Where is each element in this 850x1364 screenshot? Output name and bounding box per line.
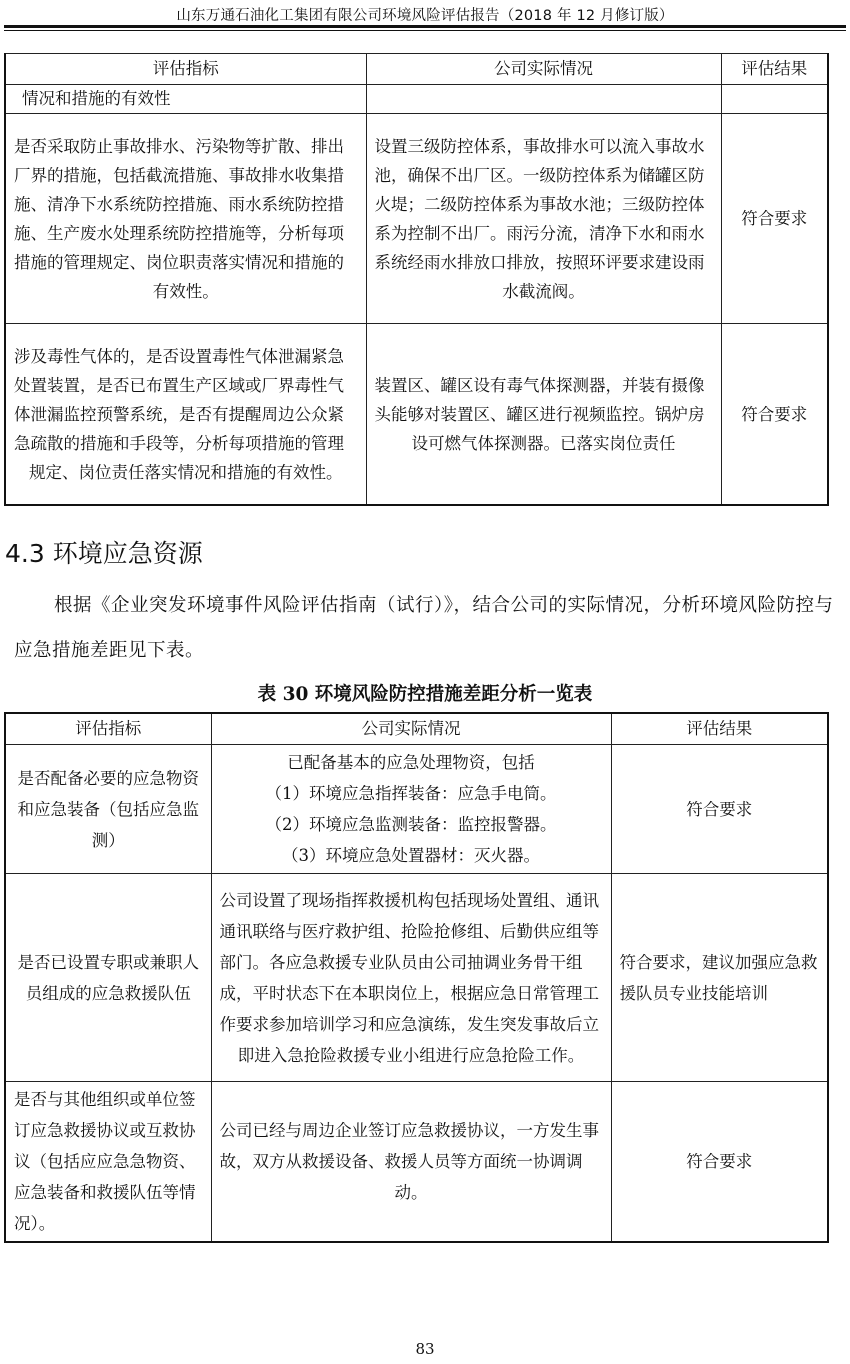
indicator-cell: 是否与其他组织或单位签订应急救援协议或互救协议（包括应应急急物资、应急装备和救援队伍等情况）。	[5, 1082, 211, 1243]
table-row	[5, 114, 828, 324]
actual-cell: 设置三级防控体系，事故排水可以流入事故水池，确保不出厂区。一级防控体系为储罐区防火堤；二级防控体系为事故水池；三级防控体系为控制不出厂。雨污分流，清净下水和雨水系统经雨水排放口排放，按照环评要求建设雨水截流阀。	[366, 114, 721, 324]
actual-cell: 装置区、罐区设有毒气体探测器，并装有摄像头能够对装置区、罐区进行视频监控。锅炉房设可燃气体探测器。已落实岗位责任	[366, 324, 721, 506]
header-rule-thick	[4, 25, 846, 28]
table-row	[5, 85, 828, 114]
indicator-cell: 是否配备必要的应急物资和应急装备（包括应急监测）	[5, 745, 211, 874]
table-caption: 表 30 环境风险防控措施差距分析一览表	[257, 684, 593, 705]
actual-line: （3）环境应急处置器材：灭火器。	[282, 846, 540, 865]
indicator-cell: 是否已设置专职或兼职人员组成的应急救援队伍	[5, 874, 211, 1082]
section-heading: 4.3 环境应急资源	[5, 539, 203, 568]
actual-line: （1）环境应急指挥装备：应急手电筒。	[265, 784, 557, 803]
column-header-indicator: 评估指标	[5, 54, 366, 85]
result-cell: 符合要求	[721, 324, 828, 506]
column-header-result: 评估结果	[721, 54, 828, 85]
actual-line: 已配备基本的应急处理物资，包括	[287, 753, 535, 772]
page-number: 83	[415, 1340, 435, 1358]
column-header-result: 评估结果	[611, 713, 828, 745]
indicator-cell: 是否采取防止事故排水、污染物等扩散、排出厂界的措施，包括截流措施、事故排水收集措施、清净下水系统防控措施、雨水系统防控措施、生产废水处理系统防控措施等，分析每项措施的管理规定、岗位职责落实情况和措施的有效性。	[5, 114, 366, 324]
indicator-cell: 涉及毒性气体的，是否设置毒性气体泄漏紧急处置装置，是否已布置生产区域或厂界毒性气体泄漏监控预警系统，是否有提醒周边公众紧急疏散的措施和手段等，分析每项措施的管理规定、岗位责任落实情况和措施的有效性。	[5, 324, 366, 506]
table-row	[5, 745, 828, 874]
actual-cell	[211, 745, 611, 874]
actual-line: （2）环境应急监测装备：监控报警器。	[265, 815, 557, 834]
body-paragraph: 根据《企业突发环境事件风险评估指南（试行）》，结合公司的实际情况，分析环境风险防控与应急措施差距见下表。	[14, 595, 834, 661]
actual-cell: 公司已经与周边企业签订应急救援协议，一方发生事故，双方从救援设备、救援人员等方面统一协调调动。	[211, 1082, 611, 1243]
table-header-row	[5, 54, 828, 85]
column-header-actual: 公司实际情况	[211, 713, 611, 745]
risk-control-table-continued	[4, 53, 829, 506]
result-cell	[721, 85, 828, 114]
table-row	[5, 1082, 828, 1243]
header-rule-thin	[4, 30, 846, 31]
result-cell: 符合要求	[721, 114, 828, 324]
column-header-indicator: 评估指标	[5, 713, 211, 745]
actual-cell	[366, 85, 721, 114]
indicator-cell: 情况和措施的有效性	[5, 85, 366, 114]
column-header-actual: 公司实际情况	[366, 54, 721, 85]
gap-analysis-table	[4, 712, 829, 1243]
result-cell: 符合要求，建议加强应急救援队员专业技能培训	[611, 874, 828, 1082]
result-cell: 符合要求	[611, 1082, 828, 1243]
result-cell: 符合要求	[611, 745, 828, 874]
actual-cell: 公司设置了现场指挥救援机构包括现场处置组、通讯通讯联络与医疗救护组、抢险抢修组、后勤供应组等部门。各应急救援专业队员由公司抽调业务骨干组成，平时状态下在本职岗位上，根据应急日常管理工作要求参加培训学习和应急演练，发生突发事故后立即进入急抢险救援专业小组进行应急抢险工作。	[211, 874, 611, 1082]
table-row	[5, 874, 828, 1082]
table-header-row	[5, 713, 828, 745]
page-header: 山东万通石油化工集团有限公司环境风险评估报告（2018 年 12 月修订版）	[176, 8, 674, 24]
table-row	[5, 324, 828, 506]
